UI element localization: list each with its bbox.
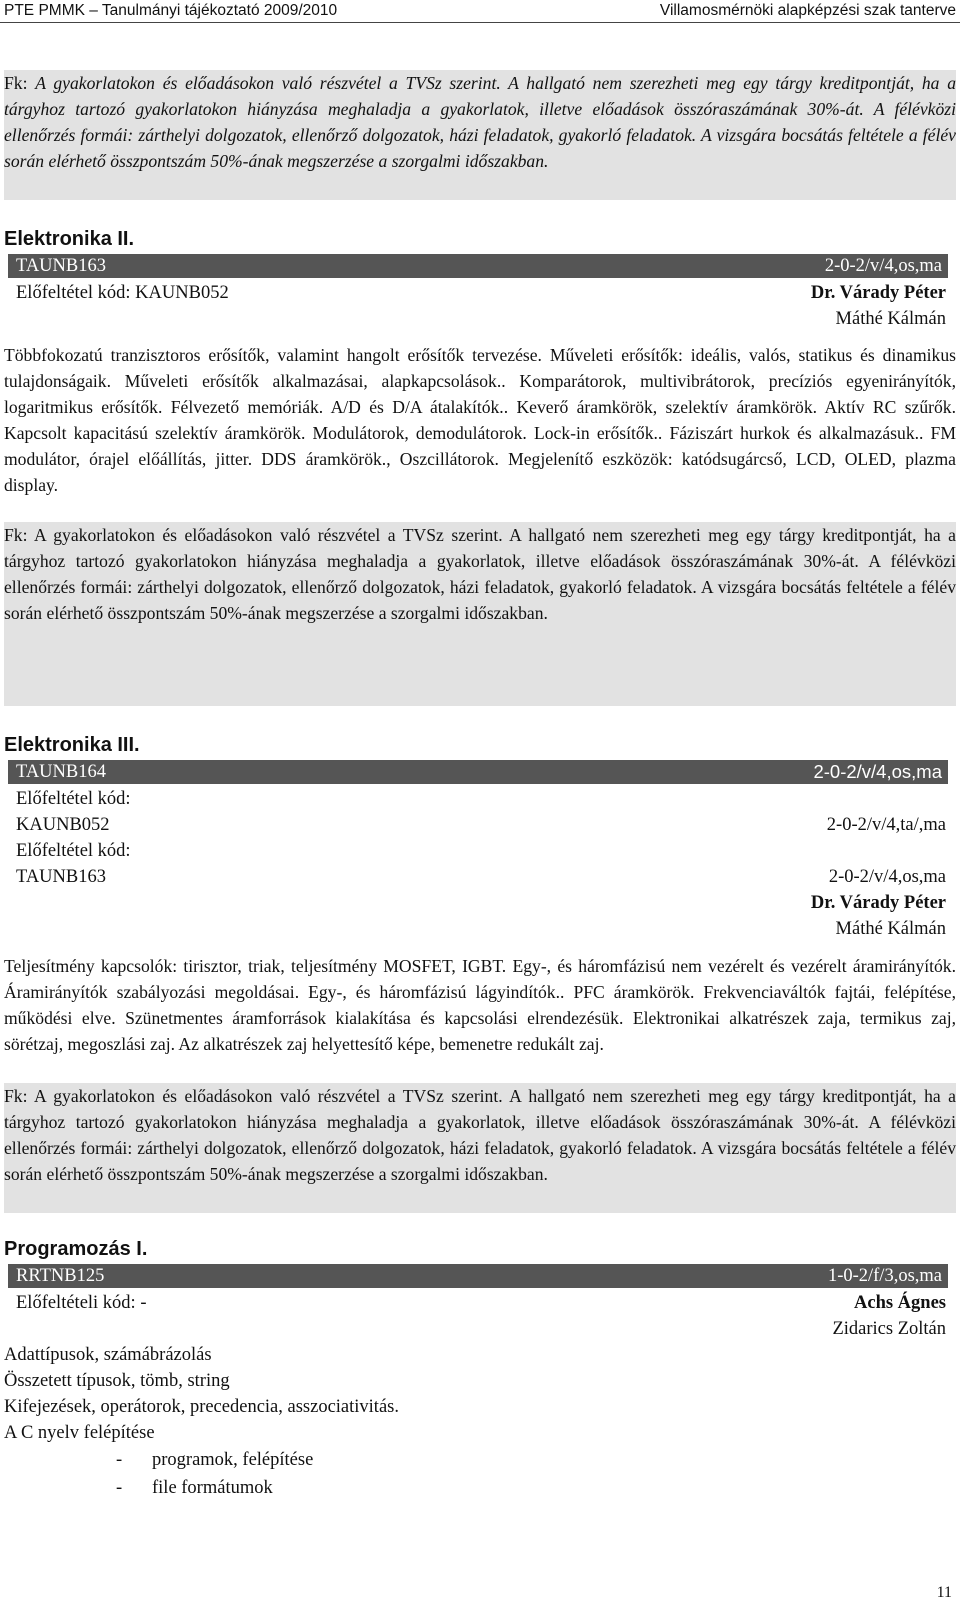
prereq-label: Előfeltétel kód: bbox=[16, 841, 131, 861]
course-code: TAUNB164 bbox=[16, 762, 106, 782]
topic-list bbox=[4, 1342, 399, 1446]
page-number: 11 bbox=[936, 1584, 952, 1601]
prereq-code: KAUNB052 bbox=[16, 815, 110, 835]
course-schedule: 2-0-2/v/4,os,ma bbox=[813, 761, 942, 782]
course-fk-text: Fk: A gyakorlatokon és előadásokon való részvétel a TVSz szerint. A hallgató nem szerezheti meg egy tárgy kreditpontját, ha a tárgyhoz tartozó gyakorlatokon hiányzása meghaladja a gyakorlatok, illetve előadások összóraszámának 30%-át. A félévközi ellenőrzés formái: zárthelyi dolgozatok, ellenőrző dolgozatok, házi feladatok, gyakorló feladatok. A vizsgára bocsátás feltétele a félév során elérhető összpontszám 50%-ának megszerzése a szorgalmi időszakban. bbox=[4, 1086, 956, 1184]
course-lecturer-primary: Dr. Várady Péter bbox=[810, 893, 946, 913]
subtopic-item: file formátumok bbox=[152, 1478, 273, 1498]
course-description: Teljesítmény kapcsolók: tirisztor, triak, teljesítmény MOSFET, IGBT. Egy-, és háromfázisú nem vezérelt és vezérelt áramirányítók. Áramirányítók szabályozási megoldásai. Egy-, és háromfázisú lágyindítók.. PFC áramkörök. Frekvenciaváltók fajtái, felépítése, működési elve. Szünetmentes áramforrások kialakítása és kapcsolási elrendezésük. Elektronikai alkatrészek zaja, termikus zaj, sörétzaj, megoszlási zaj. Az alkatrészek zaj helyettesítő képe, bemenetre redukált zaj. bbox=[4, 956, 956, 1054]
course-title: Programozás I. bbox=[4, 1238, 148, 1260]
course-prereq: Előfeltételi kód: - bbox=[16, 1293, 147, 1313]
course-fk-paragraph bbox=[4, 1083, 956, 1213]
subtopic-bullet: - bbox=[116, 1450, 123, 1470]
course-schedule: 2-0-2/v/4,os,ma bbox=[824, 256, 942, 276]
course-prereq: Előfeltétel kód: KAUNB052 bbox=[16, 283, 229, 303]
course-fk-text: Fk: A gyakorlatokon és előadásokon való részvétel a TVSz szerint. A hallgató nem szerezheti meg egy tárgy kreditpontját, ha a tárgyhoz tartozó gyakorlatokon hiányzása meghaladja a gyakorlatok, illetve előadások összóraszámának 30%-át. A félévközi ellenőrzés formái: zárthelyi dolgozatok, ellenőrző dolgozatok, házi feladatok, gyakorló feladatok. A vizsgára bocsátás feltétele a félév során elérhető összpontszám 50%-ának megszerzése a szorgalmi időszakban. bbox=[4, 525, 956, 623]
course-schedule: 1-0-2/f/3,os,ma bbox=[827, 1266, 942, 1286]
header-left: PTE PMMK – Tanulmányi tájékoztató 2009/2010 bbox=[4, 2, 338, 19]
course-code: TAUNB163 bbox=[16, 256, 106, 276]
prereq-code: TAUNB163 bbox=[16, 867, 106, 887]
top-fk-prefix: Fk: bbox=[4, 73, 36, 93]
course-code-bar bbox=[8, 254, 948, 278]
course-lecturer-secondary: Máthé Kálmán bbox=[835, 919, 946, 939]
course-fk-paragraph bbox=[4, 522, 956, 706]
topic-item: Adattípusok, számábrázolás bbox=[4, 1345, 212, 1365]
page-header bbox=[0, 0, 960, 22]
prereq-label: Előfeltétel kód: bbox=[16, 789, 131, 809]
course-code-bar bbox=[8, 760, 948, 784]
course-title: Elektronika II. bbox=[4, 228, 135, 250]
course-lecturer-primary: Dr. Várady Péter bbox=[810, 283, 946, 303]
course-code: RRTNB125 bbox=[16, 1266, 105, 1286]
top-fk-text: A gyakorlatokon és előadásokon való részvétel a TVSz szerint. A hallgató nem szerezheti meg egy tárgy kreditpontját, ha a tárgyhoz tartozó gyakorlatokon hiányzása meghaladja a gyakorlatok, illetve előadások összóraszámának 30%-át. A félévközi ellenőrzés formái: zárthelyi dolgozatok, ellenőrző dolgozatok, házi feladatok, gyakorló feladatok. A vizsgára bocsátás feltétele a félév során elérhető összpontszám 50%-ának megszerzése a szorgalmi időszakban. bbox=[4, 73, 956, 171]
course-lecturer-primary: Achs Ágnes bbox=[854, 1293, 946, 1313]
topic-item: Kifejezések, operátorok, precedencia, asszociativitás. bbox=[4, 1397, 399, 1417]
course-lecturer-secondary: Zidarics Zoltán bbox=[832, 1319, 946, 1339]
course-schedule-alt: 2-0-2/v/4,os,ma bbox=[828, 867, 946, 887]
course-title: Elektronika III. bbox=[4, 734, 140, 756]
course-schedule-alt: 2-0-2/v/4,ta/,ma bbox=[826, 815, 946, 835]
topic-item: A C nyelv felépítése bbox=[4, 1423, 155, 1443]
header-divider bbox=[0, 22, 960, 23]
header-right: Villamosmérnöki alapképzési szak tanterve bbox=[659, 2, 956, 19]
top-fk-paragraph bbox=[4, 70, 956, 200]
course-description: Többfokozatú tranzisztoros erősítők, valamint hangolt erősítők tervezése. Műveleti erősítők: ideális, valós, statikus és dinamikus tulajdonságaik. Műveleti erősítők alkalmazásai, alapkapcsolások.. Komparátorok, multivibrátorok, precíziós egyenirányítók, logaritmikus erősítők. Félvezető memóriák. A/D és D/A átalakítók.. Keverő áramkörök, szelektív áramkörök. Aktív RC szűrők. Kapcsolt kapacitású szelektív áramkörök. Modulátorok, demodulátorok. Lock-in erősítők.. Fáziszárt hurkok és alkalmazásuk.. FM modulátor, órajel előállítás, jitter. DDS áramkörök., Oszcillátorok. Megjelenítő eszközök: katódsugárcső, LCD, OLED, plazma display. bbox=[4, 345, 956, 495]
subtopic-item: programok, felépítése bbox=[152, 1450, 314, 1470]
course-code-bar bbox=[8, 1264, 948, 1288]
topic-item: Összetett típusok, tömb, string bbox=[4, 1371, 230, 1391]
course-lecturer-secondary: Máthé Kálmán bbox=[835, 309, 946, 329]
subtopic-bullet: - bbox=[116, 1478, 123, 1498]
